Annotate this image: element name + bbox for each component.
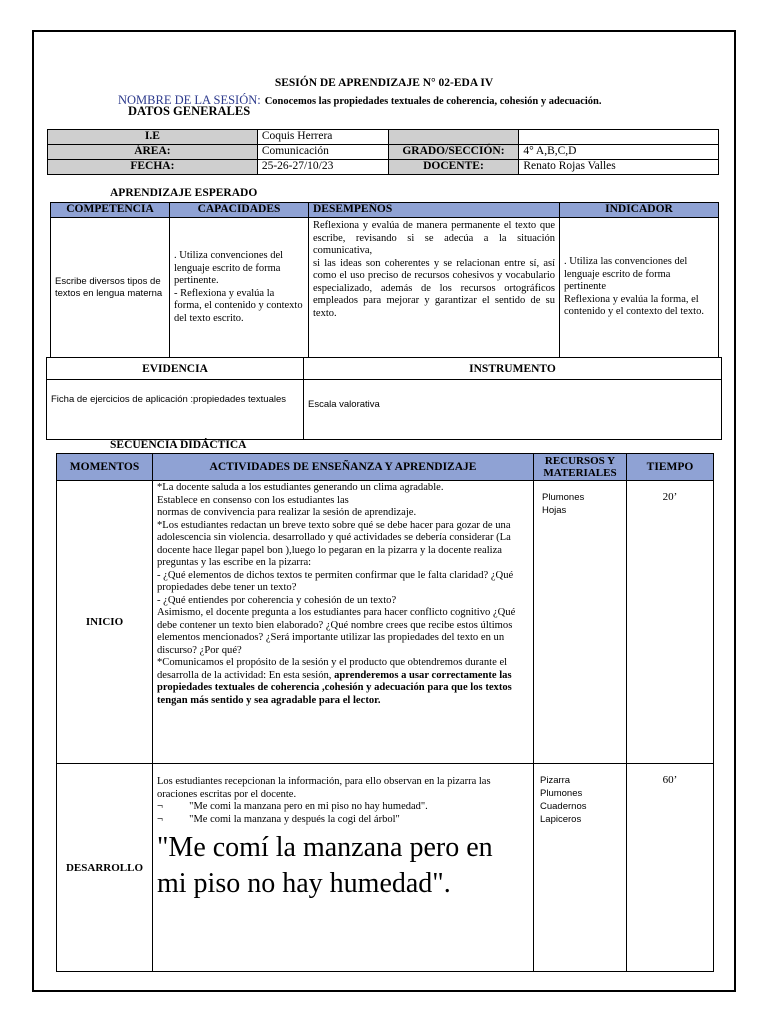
instrumento-value: Escala valorativa <box>304 380 722 440</box>
capacidades-cell: . Utiliza convenciones del lenguaje escrito de forma pertinente. - Reflexiona y evalúa la forma, el contenido y contexto del texto escrito. <box>170 218 309 358</box>
desarrollo-momento: DESARROLLO <box>57 764 153 972</box>
inicio-tiempo: 20’ <box>627 481 714 764</box>
desarrollo-texto: Los estudiantes recepcionan la información, para ello observan en la pizarra las oraciones escritas por el docente. <box>157 776 491 800</box>
aprendizaje-table <box>50 202 719 358</box>
desarrollo-ejemplo-2: ¬ "Me comi la manzana y después la cogi del árbol" <box>157 813 400 825</box>
secuencia-heading: SECUENCIA DIDÁCTICA <box>110 439 247 451</box>
ie-empty-label <box>388 130 519 145</box>
general-data-heading: DATOS GENERALES <box>128 104 251 118</box>
ie-label: I.E <box>48 130 258 145</box>
session-name-label: NOMBRE DE LA SESIÓN: <box>118 93 261 107</box>
col-recursos: RECURSOS Y MATERIALES <box>534 454 627 481</box>
inicio-momento: INICIO <box>57 481 153 764</box>
grado-value: 4° A,B,C,D <box>519 145 719 160</box>
col-momentos: MOMENTOS <box>57 454 153 481</box>
grado-label: GRADO/SECCIÓN: <box>388 145 519 160</box>
competencia-cell: Escribe diversos tipos de textos en lengua materna <box>51 218 170 358</box>
general-data-table <box>47 129 719 175</box>
inicio-actividades <box>153 481 534 764</box>
desarrollo-recursos: Pizarra Plumones Cuadernos Lapiceros <box>534 764 627 972</box>
col-capacidades: CAPACIDADES <box>170 203 309 218</box>
fecha-label: FECHA: <box>48 160 258 175</box>
inicio-actividades-bold: aprenderemos a usar correctamente las propiedades textuales de coherencia ,cohesión y adecuación para que los textos tengan más sentido y sea agradable para el lector. <box>157 669 512 706</box>
col-instrumento: INSTRUMENTO <box>304 358 722 380</box>
indicador-cell: . Utiliza las convenciones del lenguaje escrito de forma pertinente Reflexiona y evalúa la forma, el contenido y el contexto del texto. <box>560 218 719 358</box>
fecha-value: 25-26-27/10/23 <box>257 160 388 175</box>
ie-value: Coquis Herrera <box>257 130 388 145</box>
col-tiempo: TIEMPO <box>627 454 714 481</box>
inicio-actividades-text: *La docente saluda a los estudiantes generando un clima agradable. Establece en consenso con los estudiantes las normas de convivencia para realizar la sesión de aprendizaje. *Los estudiantes redactan un breve texto sobre qué se debe hacer para gozar de una adolescencia sin violencia. desarrollado y qué actividades se debería considerar (La docente hace llegar papel bon ),luego lo pegaran en la pizarra y la docente realiza preguntas y las escribe en la pizarra: - ¿Qué elementos de dichos textos te permiten confirmar que le falta claridad? ¿Qué propiedades debe tener un texto? - ¿Qué entiendes por coherencia y cohesión de un texto? Asimismo, el docente pregunta a los estudiantes para hacer conflicto cognitivo ¿Qué debe contener un texto bien elaborado? ¿Qué nombre crees que recibe estos últimos elementos mencionados? ¿Será importante utilizar las propiedades del texto en un discurso? ¿Por qué? *Comunicamos el propósito de la sesión y el producto que obtendremos durante el desarrolla de la actividad: En esta sesión, <box>157 482 516 681</box>
area-label: ÁREA: <box>48 145 258 160</box>
inicio-recursos: Plumones Hojas <box>534 481 627 764</box>
desempenos-cell: Reflexiona y evalúa de manera permanente el texto que escribe, revisando si se adecúa a la situación comunicativa, si las ideas son coherentes y se relacionan entre sí, así como el uso preciso de recursos cohesivos y vocabulario especializado, además de los recursos ortográficos empleados para mejorar y garantizar el sentido de su texto. <box>309 218 560 358</box>
session-name: Conocemos las propiedades textuales de coherencia, cohesión y adecuación. <box>264 96 602 107</box>
desarrollo-actividades <box>153 764 534 972</box>
col-competencia: COMPETENCIA <box>51 203 170 218</box>
area-value: Comunicación <box>257 145 388 160</box>
docente-value: Renato Rojas Valles <box>519 160 719 175</box>
col-desempenos: DESEMPEÑOS <box>309 203 560 218</box>
evidencia-table <box>46 357 722 440</box>
col-indicador: INDICADOR <box>560 203 719 218</box>
col-evidencia: EVIDENCIA <box>47 358 304 380</box>
desarrollo-tiempo: 60’ <box>627 764 714 972</box>
desarrollo-ejemplo-1: ¬ "Me comi la manzana pero en mi piso no hay humedad". <box>157 801 428 812</box>
desarrollo-oracion-grande: "Me comí la manzana pero en mi piso no hay humedad". <box>157 832 493 899</box>
ie-empty-value <box>519 130 719 145</box>
docente-label: DOCENTE: <box>388 160 519 175</box>
evidencia-value: Ficha de ejercicios de aplicación :propiedades textuales <box>47 380 304 440</box>
aprendizaje-heading: APRENDIZAJE ESPERADO <box>110 187 258 199</box>
session-title: SESIÓN DE APRENDIZAJE N° 02-EDA IV <box>274 77 494 89</box>
secuencia-table <box>56 453 714 972</box>
col-actividades: ACTIVIDADES DE ENSEÑANZA Y APRENDIZAJE <box>153 454 534 481</box>
